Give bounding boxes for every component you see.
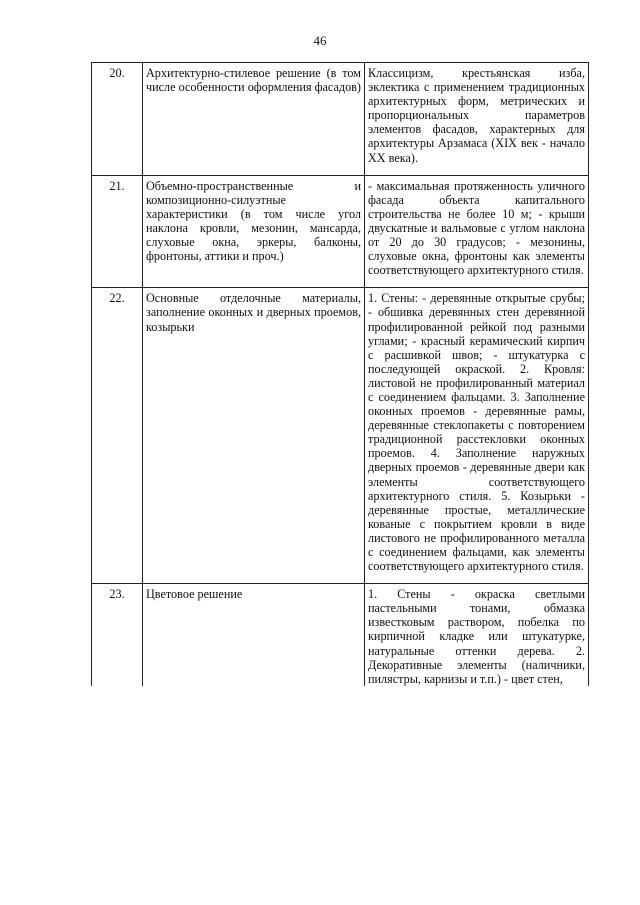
table-row xyxy=(92,288,589,584)
row-number: 23. xyxy=(92,584,143,686)
parameter-name: Объемно-пространственные и композиционно-силуэтные характеристики (в том числе угол наклона кровли, мезонин, мансарда, слуховые окна, эркеры, балконы, фронтоны, аттики и проч.) xyxy=(143,175,365,288)
parameter-name: Цветовое решение xyxy=(143,584,365,686)
parameter-name: Основные отделочные материалы, заполнение оконных и дверных проемов, козырьки xyxy=(143,288,365,584)
parameter-value: Классицизм, крестьянская изба, эклектика с применением традиционных архитектурных форм, метрических и пропорциональных параметров элементов фасадов, характерных для архитектуры Арзамаса (XIX век - начало XX века). xyxy=(365,63,589,176)
table-row xyxy=(92,63,589,176)
page-number: 46 xyxy=(313,33,327,48)
row-number: 20. xyxy=(92,63,143,176)
row-number: 21. xyxy=(92,175,143,288)
row-number: 22. xyxy=(92,288,143,584)
parameter-value: 1. Стены - окраска светлыми пастельными тонами, обмазка известковым раствором, побелка по кирпичной кладке или штукатурке, натуральные оттенки дерева. 2. Декоративные элементы (наличники, пилястры, карнизы и т.п.) - цвет стен, xyxy=(365,584,589,686)
table-row xyxy=(92,584,589,686)
parameter-name: Архитектурно-стилевое решение (в том числе особенности оформления фасадов) xyxy=(143,63,365,176)
parameter-value: - максимальная протяженность уличного фасада объекта капитального строительства не более 10 м; - крыши двускатные и вальмовые с углом наклона от 20 до 30 градусов; - мезонины, слуховые окна, фронтоны как элементы соответствующего архитектурного стиля. xyxy=(365,175,589,288)
parameter-value: 1. Стены: - деревянные открытые срубы; - обшивка деревянных стен деревянной профилированной рейкой под разными углами; - красный керамический кирпич с расшивкой швов; - штукатурка с последующей окраской. 2. Кровля: листовой не профилированный материал с соединением фальцами. 3. Заполнение оконных проемов - деревянные рамы, деревянные стеклопакеты с повторением традиционной расстекловки оконных проемов. 4. Заполнение наружных дверных проемов - деревянные двери как элементы соответствующего архитектурного стиля. 5. Козырьки - деревянные простые, металлические кованые с покрытием кровли в виде листового не профилированного металла с соединением фальцами, как элементы соответствующего архитектурного стиля. xyxy=(365,288,589,584)
regulations-table xyxy=(91,62,589,686)
table-row xyxy=(92,175,589,288)
